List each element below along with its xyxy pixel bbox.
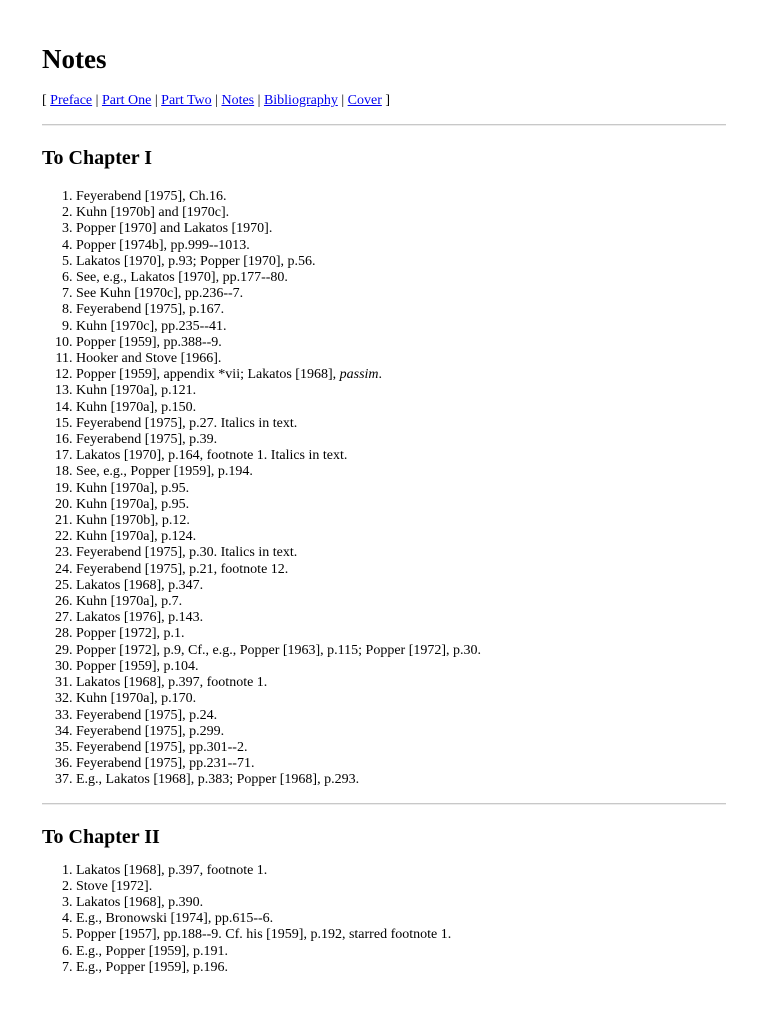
note-item [76, 513, 726, 529]
note-text: Kuhn [1970a], p.124. [76, 529, 197, 545]
note-item [76, 927, 726, 943]
nav-close-bracket: ] [381, 93, 391, 108]
note-item [76, 659, 726, 675]
note-text: Popper [1959], appendix *vii; Lakatos [1968], [76, 367, 340, 383]
note-text: Lakatos [1970], p.93; Popper [1970], p.56. [76, 253, 316, 269]
note-item [76, 351, 726, 367]
note-text: Feyerabend [1975], p.39. [76, 432, 218, 448]
note-text: Feyerabend [1975], Ch.16. [76, 189, 227, 204]
note-text: Popper [1959], p.104. [76, 658, 199, 674]
note-italic-text: passim [339, 367, 379, 383]
note-text: Feyerabend [1975], pp.231--71. [76, 756, 255, 772]
note-text: Kuhn [1970b], p.12. [76, 513, 190, 529]
note-item [76, 879, 726, 895]
note-text: E.g., Bronowski [1974], pp.615--6. [76, 911, 274, 927]
note-item [76, 740, 726, 756]
note-text: Feyerabend [1975], pp.301--2. [76, 739, 248, 755]
note-text: Feyerabend [1975], p.24. [76, 707, 218, 723]
note-item [76, 675, 726, 691]
note-text: Hooker and Stove [1966]. [76, 351, 222, 367]
divider [42, 803, 726, 805]
note-item [76, 545, 726, 561]
note-item [76, 708, 726, 724]
note-item [76, 691, 726, 707]
note-text: E.g., Popper [1959], p.191. [76, 943, 229, 959]
note-item [76, 481, 726, 497]
note-text: Kuhn [1970a], p.121. [76, 383, 197, 399]
note-text: Lakatos [1968], p.397, footnote 1. [76, 862, 268, 878]
note-text: Lakatos [1976], p.143. [76, 610, 204, 626]
note-text: Stove [1972]. [76, 878, 153, 894]
note-item [76, 254, 726, 270]
note-item [76, 238, 726, 254]
nav-separator: | [337, 93, 348, 108]
note-item [76, 335, 726, 351]
note-text: Lakatos [1970], p.164, footnote 1. Italics in text. [76, 448, 348, 464]
note-item [76, 383, 726, 399]
note-item [76, 416, 726, 432]
nav-open-bracket: [ [42, 93, 51, 108]
note-text: Feyerabend [1975], p.167. [76, 302, 225, 318]
note-item [76, 578, 726, 594]
nav-link-part-two[interactable]: Part Two [161, 93, 212, 108]
note-item [76, 960, 726, 976]
note-text: Kuhn [1970a], p.95. [76, 496, 190, 512]
note-item [76, 724, 726, 740]
note-text: Kuhn [1970b] and [1970c]. [76, 205, 230, 221]
note-item [76, 756, 726, 772]
note-item [76, 448, 726, 464]
note-item [76, 286, 726, 302]
chapter-2-notes [42, 863, 726, 976]
note-item [76, 562, 726, 578]
note-item [76, 400, 726, 416]
nav-separator: | [151, 93, 162, 108]
note-text: Popper [1972], p.1. [76, 626, 185, 642]
nav-link-cover[interactable]: Cover [347, 93, 382, 108]
note-text: Popper [1974b], pp.999--1013. [76, 237, 250, 253]
note-text: Lakatos [1968], p.390. [76, 894, 204, 910]
page-title: Notes [42, 44, 107, 74]
nav-link-preface[interactable]: Preface [50, 93, 93, 108]
note-item [76, 643, 726, 659]
nav-bar [42, 92, 726, 110]
note-text: See Kuhn [1970c], pp.236--7. [76, 286, 244, 302]
note-text: Kuhn [1970a], p.95. [76, 480, 190, 496]
note-item [76, 319, 726, 335]
note-text: Kuhn [1970a], p.150. [76, 399, 197, 415]
note-text: Popper [1970] and Lakatos [1970]. [76, 221, 273, 237]
note-text: Feyerabend [1975], p.27. Italics in text. [76, 415, 298, 431]
note-item [76, 911, 726, 927]
nav-separator: | [92, 93, 102, 108]
note-item [76, 432, 726, 448]
chapter-2-heading: To Chapter II [42, 825, 160, 848]
note-item [76, 626, 726, 642]
note-item [76, 221, 726, 237]
note-item [76, 610, 726, 626]
note-item [76, 895, 726, 911]
nav-link-part-one[interactable]: Part One [101, 93, 152, 108]
note-text: See, e.g., Lakatos [1970], pp.177--80. [76, 270, 288, 286]
nav-separator: | [211, 93, 222, 108]
note-item [76, 944, 726, 960]
note-item [76, 863, 726, 879]
note-text: Popper [1972], p.9, Cf., e.g., Popper [1963], p.115; Popper [1972], p.30. [76, 642, 482, 658]
note-item [76, 189, 726, 205]
nav-link-bibliography[interactable]: Bibliography [263, 93, 338, 108]
note-text: Popper [1957], pp.188--9. Cf. his [1959], p.192, starred footnote 1. [76, 927, 452, 943]
note-text: Kuhn [1970a], p.7. [76, 594, 183, 610]
note-item [76, 464, 726, 480]
note-text: Feyerabend [1975], p.30. Italics in text. [76, 545, 298, 561]
note-text: See, e.g., Popper [1959], p.194. [76, 464, 253, 480]
note-item [76, 529, 726, 545]
note-item [76, 205, 726, 221]
note-item [76, 270, 726, 286]
chapter-1-heading: To Chapter I [42, 147, 153, 169]
note-text: . [378, 367, 383, 383]
note-text: Lakatos [1968], p.347. [76, 577, 204, 593]
note-text: Feyerabend [1975], p.21, footnote 12. [76, 561, 289, 577]
note-item [76, 302, 726, 318]
divider [42, 124, 726, 126]
chapter-1-notes [42, 189, 726, 789]
note-text: E.g., Lakatos [1968], p.383; Popper [1968], p.293. [76, 772, 360, 788]
nav-link-notes[interactable]: Notes [221, 93, 255, 108]
nav-separator: | [254, 93, 264, 108]
note-item [76, 772, 726, 788]
note-text: Kuhn [1970a], p.170. [76, 691, 197, 707]
note-text: Kuhn [1970c], pp.235--41. [76, 318, 227, 334]
note-text: Popper [1959], pp.388--9. [76, 334, 222, 350]
note-text: E.g., Popper [1959], p.196. [76, 959, 229, 975]
note-item [76, 367, 726, 383]
note-text: Lakatos [1968], p.397, footnote 1. [76, 675, 268, 691]
note-text: Feyerabend [1975], p.299. [76, 723, 225, 739]
note-item [76, 594, 726, 610]
note-item [76, 497, 726, 513]
